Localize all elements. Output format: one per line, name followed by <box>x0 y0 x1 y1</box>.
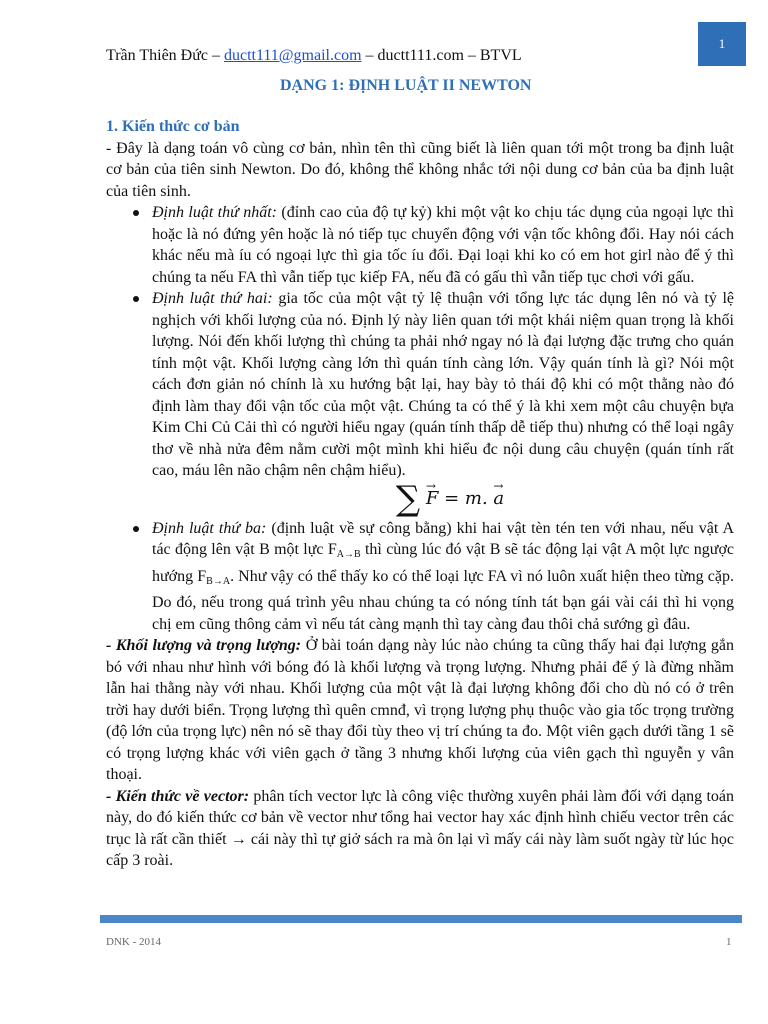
newton-formula <box>166 478 734 519</box>
list-item-law-2 <box>152 288 734 482</box>
mass-weight-paragraph <box>106 635 734 786</box>
law-3-text-b: thì cùng lúc đó vật B sẽ tác động lại vật A một lực ngược hướng F <box>152 541 735 585</box>
page-title: DẠNG 1: ĐỊNH LUẬT II NEWTON <box>280 77 532 94</box>
vector-lead: - Kiến thức về vector: <box>106 787 250 805</box>
law-1-text: (đỉnh cao của độ tự kỷ) khi một vật ko chịu tác dụng của ngoại lực thì hoặc là nó đứng yên hoặc là nó tiếp tục chuyển động với vận tốc không đổi. Hay nói cách khác nếu mà íu có ngoại lực thì gia tốc íu đổi. Đại loại khi ko có em hot girl nào để ý thì chúng ta nếu FA thì vẫn tiếp tục kiếp FA, nếu đã có gấu thì vẫn tiếp tục chơi với gấu. <box>152 204 735 286</box>
intro-paragraph: - Đây là dạng toán vô cùng cơ bản, nhìn tên thì cũng biết là liên quan tới một trong ba định luật cơ bản của tiên sinh Newton. Do đó, không thể không nhắc tới nội dung cơ bản của ba định luật của tiên sinh. <box>106 139 734 200</box>
header-rest: – ductt111.com – BTVL <box>361 47 522 64</box>
page-number-tab <box>698 22 746 66</box>
newton-laws-list-cont <box>106 518 734 636</box>
mass-weight-text: Ở bài toán dạng này lúc nào chúng ta cũng thấy hai đại lượng gắn bó với nhau như hình với bóng đó là khối lượng và trọng lượng. Nhưng phải để ý là đừng nhầm lẫn hai thằng này với nhau. Khối lượng của một vật là đại lượng không đổi cho dù nó có ở trên trời hay dưới biển. Trọng lượng thì quên cmnđ, vì trọng lượng phụ thuộc vào gia tốc trọng trường (độ lớn của trọng lực) nên nó sẽ thay đổi tùy theo vị trí chúng ta đo. Một viên gạch dưới tầng 1 sẽ có trọng lượng khác với viên gạch ở tầng 3 nhưng khối lượng của viên gạch thì nguyễn y vân thoại. <box>106 637 734 783</box>
law-3-sub-a: A→B <box>336 549 361 560</box>
bullet-icon <box>133 526 139 532</box>
list-item-law-3 <box>152 518 734 636</box>
vector-paragraph <box>106 786 734 872</box>
document-body <box>106 116 734 872</box>
force-vector: → F <box>426 484 439 514</box>
law-3-sub-b: B→A <box>206 575 231 587</box>
list-item-law-1 <box>152 202 734 288</box>
sum-symbol: ∑ <box>395 478 421 519</box>
header-author: Trần Thiên Đức – <box>106 47 224 64</box>
law-3-text-c: . Như vậy có thể thấy ko có thể loại lực FA vì nó luôn xuất hiện theo từng cặp. Do đó, nếu trong quá trình yêu nhau chúng ta có nóng tính tát bạn gái vài cái thì hi vọng chị em cũng thông cảm vì nếu tát càng mạnh thì tay càng đau thôi chả sướng gì đâu. <box>152 567 734 633</box>
acceleration-vector: → a <box>493 484 504 514</box>
bullet-icon <box>133 210 139 216</box>
page-number-tab-label: 1 <box>718 36 726 51</box>
footer-page-number: 1 <box>726 936 732 948</box>
mass-weight-lead: - Khối lượng và trọng lượng: <box>106 637 302 654</box>
law-3-lead: Định luật thứ ba: <box>152 519 267 537</box>
law-2-lead: Định luật thứ hai: <box>152 290 273 307</box>
right-arrow-icon: → <box>230 830 247 848</box>
bullet-icon <box>133 296 139 302</box>
vector-text-b: cái này thì tự giở sách ra mà ôn lại vì mấy cái này làm suốt ngày từ lúc học cấp 3 roài. <box>106 830 734 869</box>
newton-laws-list <box>106 202 734 482</box>
footer-divider <box>100 915 742 923</box>
formula-equals: = m. <box>438 487 494 509</box>
law-3-text-a: (định luật về sự công bằng) khi hai vật tèn tén ten với nhau, nếu vật A tác động lên vật B một lực F <box>152 519 735 558</box>
footer-label: DNK - 2014 <box>106 936 161 948</box>
section-heading: 1. Kiến thức cơ bản <box>106 118 240 135</box>
vector-text-a: phân tích vector lực là công việc thường xuyên phải làm đối với dạng toán này, do đó kiến thức cơ bản về vector như tổng hai vector hay xác định hình chiếu vector trên các trục là rất cần thiết <box>106 787 735 848</box>
header-email-link[interactable]: ductt111@gmail.com <box>224 47 362 64</box>
document-header <box>106 47 522 65</box>
law-2-text: gia tốc của một vật tỷ lệ thuận với tổng lực tác dụng lên nó và tỷ lệ nghịch với khối lượng của nó. Định lý này liên quan tới một khái niệm quan trọng là khối lượng. Nói đến khối lượng thì chúng ta phải nhớ ngay nó là đại lượng đặc trưng cho quán tính một vật. Khối lượng càng lớn thì quán tính càng lớn. Vậy quán tính là gì? Nói một cách đơn giản nó chính là xu hướng bật lại, hay bày tỏ thái độ khi có một thằng nào đó định làm thay đổi vận tốc của một vật. Chúng ta có thể ý là khi xem một câu chuyện bựa Kim Chi Củ Cải thì có người hiểu ngay (quán tính thấp dễ tiếp thu) nhưng có thể loại ngây thơ về nhà nửa đêm nằm cười một mình khi hiểu đc nội dung câu chuyện (quán tính rất cao, máu lên não chậm nên chậm hiểu). <box>152 290 734 479</box>
law-1-lead: Định luật thứ nhất: <box>152 204 277 221</box>
